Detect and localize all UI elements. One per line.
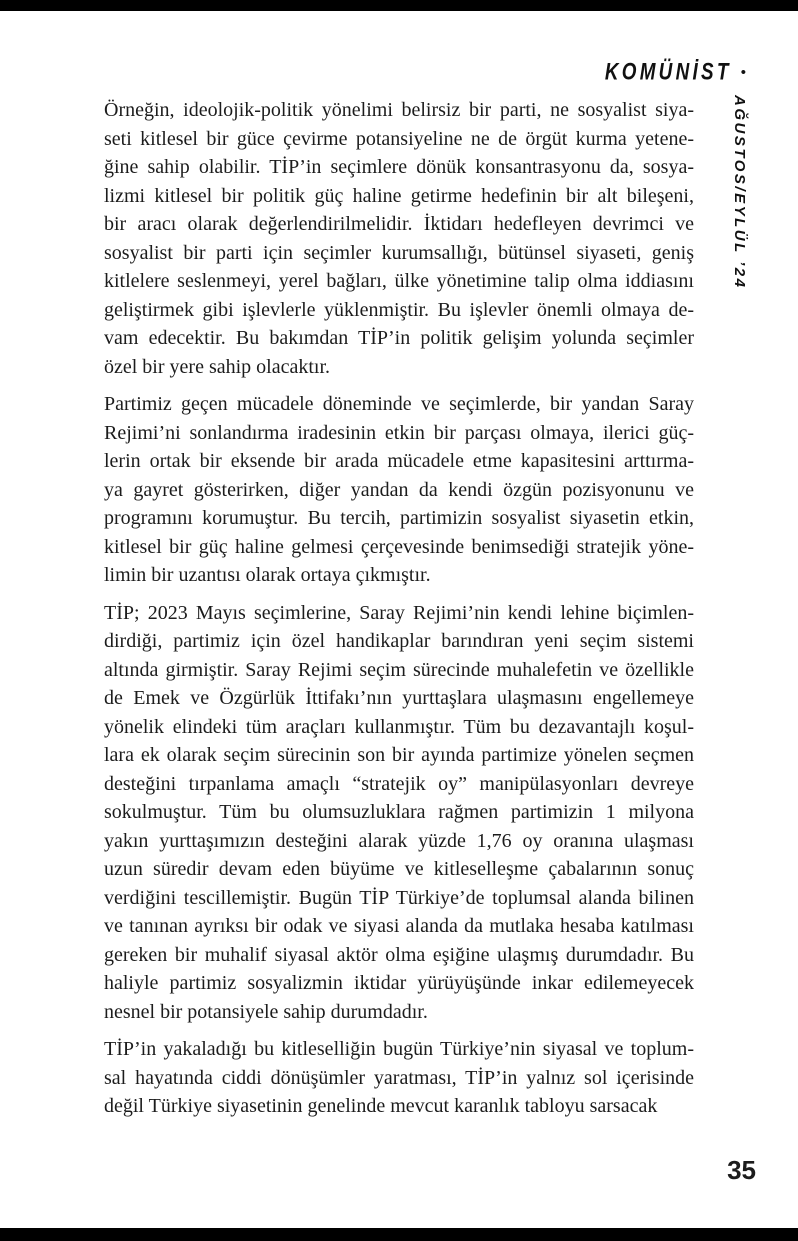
journal-header [577, 58, 746, 85]
text-line: desteğini tırpanlama amaçlı “stratejik oy” manipülasyonları devreye [104, 772, 694, 795]
scan-edge-bottom [0, 1228, 798, 1241]
paragraph [104, 599, 694, 1027]
text-line: yakın yurttaşımızın desteğini alarak yüzde 1,76 oy oranına ulaşması [104, 829, 694, 852]
text-line: geliştirmek gibi işlevlerle yüklenmiştir. Bu işlevler önemli olmaya de- [104, 298, 694, 321]
text-line: ve tanınan ayrıksı bir odak ve siyasi alanda da mutlaka hesaba katılması [104, 915, 694, 937]
text-line: TİP; 2023 Mayıs seçimlerine, Saray Rejimi’nin kendi lehine biçimlen- [104, 601, 694, 624]
text-line: limin bir uzantısı olarak ortaya çıkmıştır. [104, 564, 431, 586]
text-line: kitlesel bir güç haline gelmesi çerçevesinde benimsediği stratejik yöne- [104, 535, 694, 558]
text-line: yönelik elindeki tüm araçları kullanmıştır. Tüm bu dezavantajlı koşul- [104, 715, 694, 738]
text-line: kitlelere seslenmeyi, yerel bağları, ülke yönetimine talip olma iddiasını [104, 270, 694, 292]
text-line: lerin ortak bir eksende bir arada mücadele etme kapasitesini arttırma- [104, 450, 694, 472]
text-line: özel bir yere sahip olacaktır. [104, 355, 331, 378]
text-line: verdiğini tescillemiştir. Bugün TİP Türkiye’de toplumsal alanda bilinen [104, 886, 694, 909]
text-line: nesnel bir potansiyele sahip durumdadır. [104, 1000, 428, 1023]
scan-edge-top [0, 0, 798, 11]
text-line: haliyle partimiz sosyalizmin iktidar yürüyüşünde inkar edilemeyecek [104, 972, 694, 994]
text-line: lara ek olarak seçim sürecinin son bir ayında partimize yönelen seçmen [104, 744, 694, 766]
text-line: vam edecektir. Bu bakımdan TİP’in politik gelişim yolunda seçimler [104, 327, 694, 349]
text-line: ğine sahip olabilir. TİP’in seçimlere dönük konsantrasyonu da, sosya- [104, 156, 694, 178]
text-line: değil Türkiye siyasetinin genelinde mevcut karanlık tabloyu sarsacak [104, 1095, 658, 1117]
text-line: sal hayatında ciddi dönüşümler yaratması, TİP’in yalnız sol içerisinde [104, 1066, 694, 1089]
text-line: seti kitlesel bir güce çevirme potansiyeline ne de örgüt kurma yetene- [104, 127, 694, 150]
paragraph [104, 96, 694, 381]
text-line: bir aracı olarak değerlendirilmelidir. İktidarı hedefleyen devrimci ve [104, 213, 694, 235]
bullet-icon: • [740, 64, 746, 81]
text-line: programını korumuştur. Bu tercih, partimizin sosyalist siyasetin etkin, [104, 507, 694, 529]
paragraph [104, 390, 694, 590]
text-line: Partimiz geçen mücadele döneminde ve seçimlerde, bir yandan Saray [104, 393, 694, 415]
text-line: altında girmiştir. Saray Rejimi seçim sürecinde muhalefetin ve özellikle [104, 658, 694, 681]
text-line: uzun süredir devam eden büyüme ve kitleselleşme çabalarının sonuç [104, 858, 694, 880]
text-line: ya gayret gösterirken, diğer yandan da kendi özgün pozisyonunu ve [104, 478, 694, 501]
text-line: dirdiği, partimiz için özel handikaplar barındıran yeni seçim sistemi [104, 630, 694, 652]
text-line: lizmi kitlesel bir politik güç haline getirme hedefinin bir alt bileşeni, [104, 184, 694, 207]
text-line: gereken bir muhalif siyasal aktör olma eşiğine ulaşmış durumdadır. Bu [104, 943, 694, 966]
paragraph [104, 1035, 694, 1121]
text-line: de Emek ve Özgürlük İttifakı’nın yurttaşlara ulaşmasını engellemeye [104, 687, 694, 709]
text-line: Rejimi’ni sonlandırma iradesinin etkin bir parçası olmaya, ilerici güç- [104, 421, 694, 444]
journal-title: KOMÜNİST [604, 57, 732, 85]
text-line: sosyalist bir parti için seçimler kurumsallığı, bütünsel siyaseti, geniş [104, 241, 694, 264]
text-line: sokulmuştur. Tüm bu olumsuzluklara rağmen partimizin 1 milyona [104, 801, 694, 823]
text-line: TİP’in yakaladığı bu kitleselliğin bugün Türkiye’nin siyasal ve toplum- [104, 1038, 694, 1060]
issue-date-vertical: AĞUSTOS/EYLÜL ’24 [731, 95, 748, 290]
text-line: Örneğin, ideolojik-politik yönelimi belirsiz bir parti, ne sosyalist siya- [104, 99, 694, 121]
page-number: 35 [727, 1155, 756, 1185]
article-body [104, 96, 694, 1130]
